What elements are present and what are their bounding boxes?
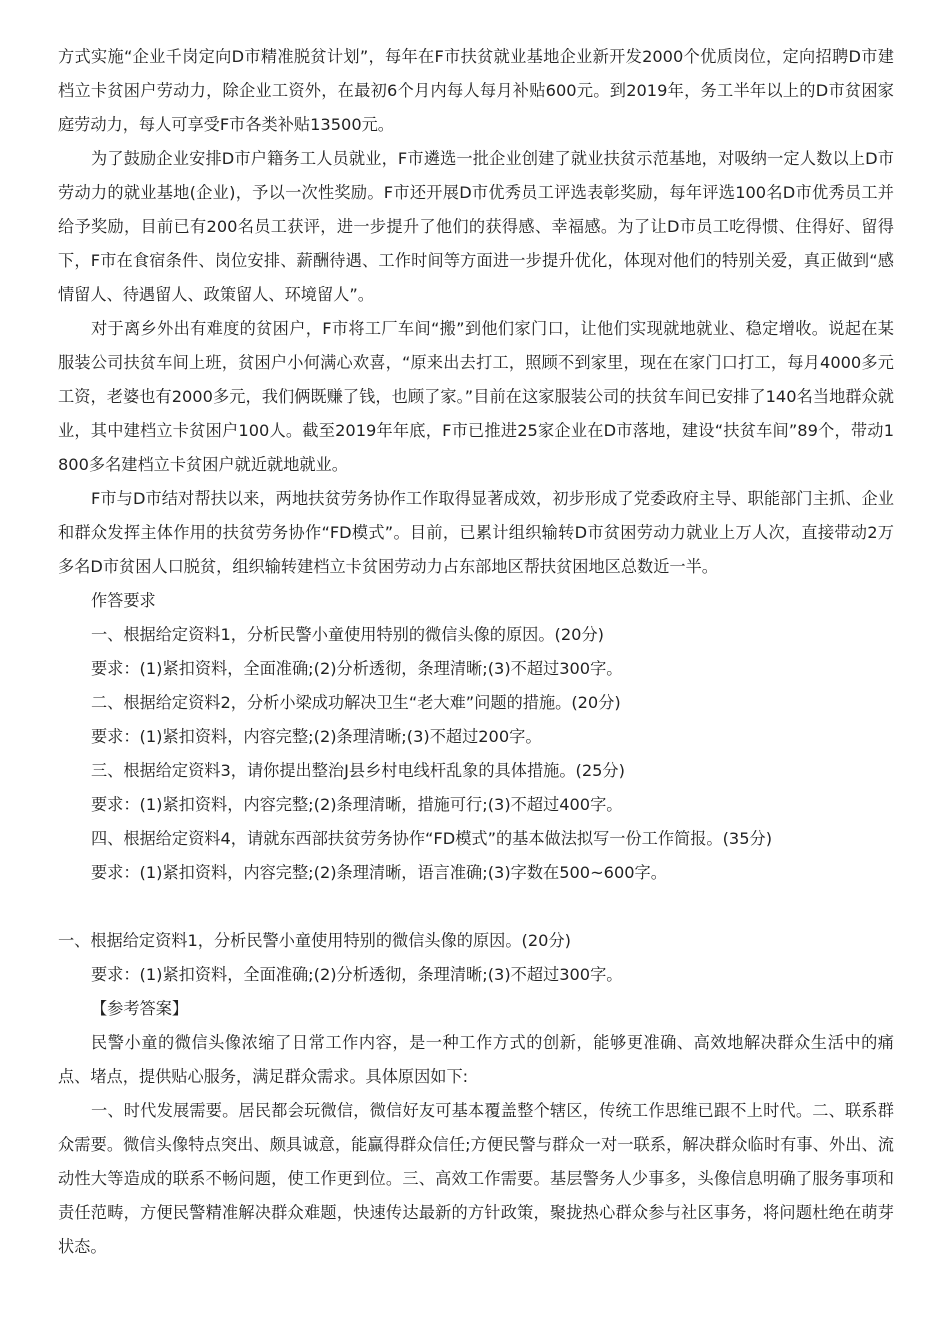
requirements-section [58, 584, 894, 890]
material-paragraph-1: 方式实施“企业千岗定向D市精准脱贫计划”，每年在F市扶贫就业基地企业新开发2000个优质岗位，定向招聘D市建档立卡贫困户劳动力，除企业工资外，在最初6个月内每人每月补贴600元。到2019年，务工半年以上的D市贫困家庭劳动力，每人可享受F市各类补贴13500元。 [58, 47, 894, 134]
answer-section [58, 924, 894, 1264]
answer-intro: 民警小童的微信头像浓缩了日常工作内容，是一种工作方式的创新，能够更准确、高效地解决群众生活中的痛点、堵点，提供贴心服务，满足群众需求。具体原因如下: [58, 1033, 894, 1086]
question-3-requirement: 要求：(1)紧扣资料，内容完整;(2)条理清晰，措施可行;(3)不超过400字。 [91, 795, 623, 814]
question-1: 一、根据给定资料1，分析民警小童使用特别的微信头像的原因。(20分) [91, 625, 604, 644]
question-4: 四、根据给定资料4，请就东西部扶贫劳务协作“FD模式”的基本做法拟写一份工作简报。(35分) [91, 829, 773, 848]
answer-body: 一、时代发展需要。居民都会玩微信，微信好友可基本覆盖整个辖区，传统工作思维已跟不上时代。二、联系群众需要。微信头像特点突出、颇具诚意，能赢得群众信任;方便民警与群众一对一联系，解决群众临时有事、外出、流动性大等造成的联系不畅问题，使工作更到位。三、高效工作需要。基层警务人少事多，头像信息明确了服务事项和责任范畴，方便民警精准解决群众难题，快速传达最新的方针政策，聚拢热心群众参与社区事务，将问题杜绝在萌芽状态。 [58, 1101, 894, 1256]
question-4-requirement: 要求：(1)紧扣资料，内容完整;(2)条理清晰，语言准确;(3)字数在500~600字。 [91, 863, 667, 882]
answer-question-title: 一、根据给定资料1，分析民警小童使用特别的微信头像的原因。(20分) [58, 931, 571, 950]
requirements-heading: 作答要求 [91, 591, 156, 610]
material-paragraph-3: 对于离乡外出有难度的贫困户，F市将工厂车间“搬”到他们家门口，让他们实现就地就业、稳定增收。说起在某服装公司扶贫车间上班，贫困户小何满心欢喜，“原来出去打工，照顾不到家里，现在在家门口打工，每月4000多元工资，老婆也有2000多元，我们俩既赚了钱，也顾了家。”目前在这家服装公司的扶贫车间已安排了140名当地群众就业，其中建档立卡贫困户100人。截至2019年年底，F市已推进25家企业在D市落地，建设“扶贫车间”89个，带动1800多名建档立卡贫困户就近就地就业。 [58, 319, 894, 474]
question-1-requirement: 要求：(1)紧扣资料，全面准确;(2)分析透彻，条理清晰;(3)不超过300字。 [91, 659, 623, 678]
question-3: 三、根据给定资料3，请你提出整治J县乡村电线杆乱象的具体措施。(25分) [91, 761, 625, 780]
question-2: 二、根据给定资料2，分析小梁成功解决卫生“老大难”问题的措施。(20分) [91, 693, 621, 712]
reference-answer-label: 【参考答案】 [91, 999, 189, 1018]
answer-question-requirement: 要求：(1)紧扣资料，全面准确;(2)分析透彻，条理清晰;(3)不超过300字。 [91, 965, 623, 984]
question-2-requirement: 要求：(1)紧扣资料，内容完整;(2)条理清晰;(3)不超过200字。 [91, 727, 542, 746]
document-page [58, 40, 894, 1264]
material-paragraph-2: 为了鼓励企业安排D市户籍务工人员就业，F市遴选一批企业创建了就业扶贫示范基地，对吸纳一定人数以上D市劳动力的就业基地(企业)，予以一次性奖励。F市还开展D市优秀员工评选表彰奖励，每年评选100名D市优秀员工并给予奖励，目前已有200名员工获评，进一步提升了他们的获得感、幸福感。为了让D市员工吃得惯、住得好、留得下，F市在食宿条件、岗位安排、薪酬待遇、工作时间等方面进一步提升优化，体现对他们的特别关爱，真正做到“感情留人、待遇留人、政策留人、环境留人”。 [58, 149, 894, 304]
material-paragraph-4: F市与D市结对帮扶以来，两地扶贫劳务协作工作取得显著成效，初步形成了党委政府主导、职能部门主抓、企业和群众发挥主体作用的扶贫劳务协作“FD模式”。目前，已累计组织输转D市贫困劳动力就业上万人次，直接带动2万多名D市贫困人口脱贫，组织输转建档立卡贫困劳动力占东部地区帮扶贫困地区总数近一半。 [58, 489, 894, 576]
